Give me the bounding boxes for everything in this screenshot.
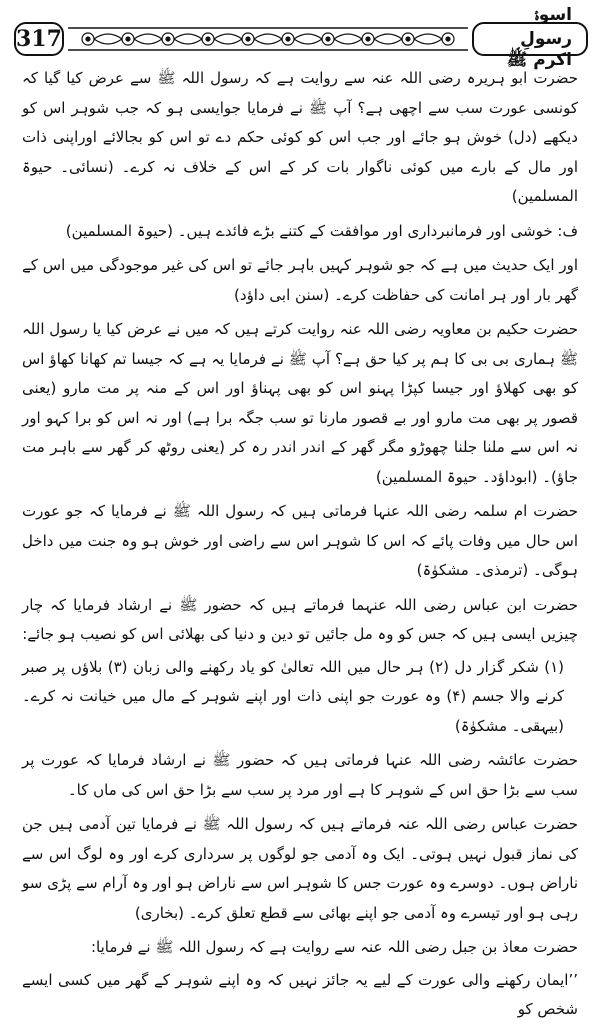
hadith-paragraph: اور ایک حدیث میں ہے کہ جو شوہر کہیں باہر جائے تو اس کی غیر موجودگی میں اس کے گھر بار اور ہر امانت کی حفاظت کرے۔ (سنن ابی داؤد)	[22, 256, 578, 304]
decorative-border-ornament	[68, 24, 468, 54]
hadith-paragraph: حضرت عباس رضی اللہ عنہ فرماتے ہیں کہ رسول اللہ ﷺ نے فرمایا تین آدمی ہیں جن کی نماز قبول نہیں ہوتی۔ ایک وہ آدمی جو لوگوں پر سرداری کرے اور وہ لوگ اس سے ناراض ہوں۔ دوسرے وہ عورت جس کا شوہر اس سے ناراض ہو اور وہ آرام سے پڑی سو رہی ہو اور تیسرے وہ آدمی جو اپنے بھائی سے قطع تعلق کرے۔ (بخاری)	[22, 815, 578, 922]
hadith-paragraph: حضرت ابو ہریرہ رضی اللہ عنہ سے روایت ہے کہ رسول اللہ ﷺ سے عرض کیا گیا کہ کونسی عورت سب سے اچھی ہے؟ آپ ﷺ نے فرمایا جوایسی ہو کہ جب شوہر اس کو دیکھے (دل) خوش ہو جائے اور جب اس کو کوئی حکم دے تو اس کو بجالائے اوراپنی ذات اور مال کے بارے میں کوئی ناگوار بات کر کے اس کے خلاف نہ کرے۔ (نسائی۔ حیوۃ المسلمین)	[22, 69, 578, 205]
hadith-paragraph: حضرت عائشہ رضی اللہ عنہا فرماتی ہیں کہ حضور ﷺ نے ارشاد فرمایا کہ عورت پر سب سے بڑا حق اس کے شوہر کا ہے اور مرد پر سب سے بڑا حق اس کی ماں کا۔	[22, 751, 578, 799]
book-title: اسوۂ رسولِ اکرم ﷺ	[472, 22, 588, 56]
hadith-quote-paragraph: ’’ایمان رکھنے والی عورت کے لیے یہ جائز نہیں کہ وہ اپنے شوہر کے گھر میں کسی ایسے شخص کو	[22, 970, 578, 1018]
page-number: 317	[14, 22, 64, 56]
hadith-paragraph: حضرت ام سلمہ رضی اللہ عنہا فرماتی ہیں کہ رسول اللہ ﷺ نے فرمایا کہ جو عورت اس حال میں وفات پائے کہ اس کا شوہر اس سے راضی اور خوش ہو وہ جنت میں داخل ہوگی۔ (ترمذی۔ مشکوٰۃ)	[22, 502, 578, 579]
page-header	[14, 5, 588, 70]
page-body	[22, 64, 578, 1018]
note-paragraph: ف: خوشی اور فرمانبرداری اور موافقت کے کتنے بڑے فائدے ہیں۔ (حیوۃ المسلمین)	[65, 221, 578, 240]
hadith-paragraph: حضرت حکیم بن معاویہ رضی اللہ عنہ روایت کرتے ہیں کہ میں نے عرض کیا یا رسول اللہ ﷺ ہماری بی بی کا ہم پر کیا حق ہے؟ آپ ﷺ نے فرمایا یہ ہے کہ جیسا تم کھانا کھاؤ اس کو بھی کھلاؤ اور جیسا کپڑا پہنو اس کو بھی پہناؤ اور اس کے منہ پر مت مارو (یعنی قصور پر بھی مت مارو اور بے قصور مارنا تو سب جگہ برا ہے) اور نہ اس کو برا کہو اور نہ اس سے ملنا جلنا چھوڑو مگر گھر کے اندر اندر رہ کر (یعنی روٹھ کر گھر سے باہر مت جاؤ)۔ (ابوداؤد۔ حیوۃ المسلمین)	[22, 320, 578, 486]
hadith-intro-paragraph: حضرت معاذ بن جبل رضی اللہ عنہ سے روایت ہے کہ رسول اللہ ﷺ نے فرمایا:	[90, 938, 578, 956]
numbered-list-paragraph: (۱) شکر گزار دل (۲) ہر حال میں اللہ تعالیٰ کو یاد رکھنے والی زبان (۳) بلاؤں پر صبر کرنے والا جسم (۴) وہ عورت جو اپنی ذات اور اپنے شوہر کے مال میں خیانت نہ کرے۔ (بیہقی۔ مشکوٰۃ)	[22, 657, 565, 735]
hadith-paragraph: حضرت ابن عباس رضی اللہ عنہما فرماتے ہیں کہ حضور ﷺ نے ارشاد فرمایا کہ چار چیزیں ایسی ہیں کہ جس کو وہ مل جائیں تو دین و دنیا کی بھلائی اس کو نصیب ہو جائے:	[22, 595, 578, 643]
